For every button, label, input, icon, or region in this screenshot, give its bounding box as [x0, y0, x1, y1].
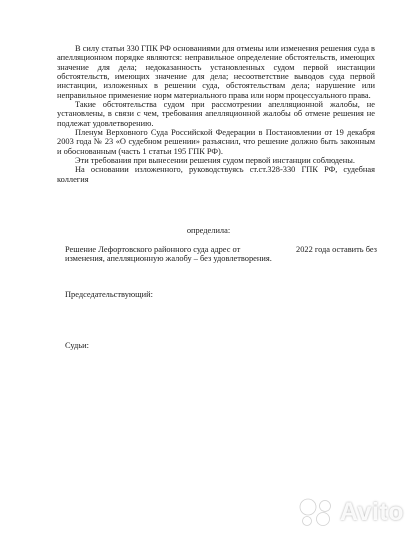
paragraph: Эти требования при вынесении решения судом первой инстанции соблюдены.: [75, 156, 355, 166]
decision-part-2: 2022 года оставить без: [296, 245, 377, 254]
document-body: [57, 44, 375, 184]
paragraph: На основании изложенного, руководствуясь ст.ст.328-330 ГПК РФ, судебная коллегия: [57, 165, 375, 184]
chairman-label: Председательствующий:: [65, 290, 153, 299]
paragraph: Пленум Верховного Суда Российской Федерации в Постановлении от 19 декабря 2003 года № 23 «О судебном решении» разъяснил, что решение должно быть законным и обоснованным (часть 1 статьи 195 ГПК РФ).: [57, 128, 375, 156]
avito-logo-icon: [298, 497, 336, 527]
paragraph: Такие обстоятельства судом при рассмотрении апелляционной жалобы, не установлены, в связи с чем, требования апелляционной жалобы об отмене решения не подлежат удовлетворению.: [57, 100, 375, 128]
avito-watermark: [298, 497, 404, 527]
paragraph: В силу статьи 330 ГПК РФ основаниями для отмены или изменения решения суда в апелляционном порядке являются: неправильное определение обстоятельств, имеющих значение для дела; недоказанность установленных судом первой инстанции обстоятельств, имеющих значение для дела; несоответствие выводов суда первой инстанции, изложенных в решении суда, обстоятельствам дела; нарушение или неправильное применение норм материального права или норм процессуального права.: [57, 44, 375, 100]
decision-text: [65, 245, 377, 264]
watermark-text: Avito: [339, 497, 404, 526]
ruling-heading: определила:: [186, 226, 231, 235]
judges-label: Судьи:: [65, 341, 89, 350]
decision-line-2: изменения, апелляционную жалобу – без удовлетворения.: [65, 254, 272, 264]
decision-part-1: Решение Лефортовского районного суда адрес от: [65, 245, 241, 254]
